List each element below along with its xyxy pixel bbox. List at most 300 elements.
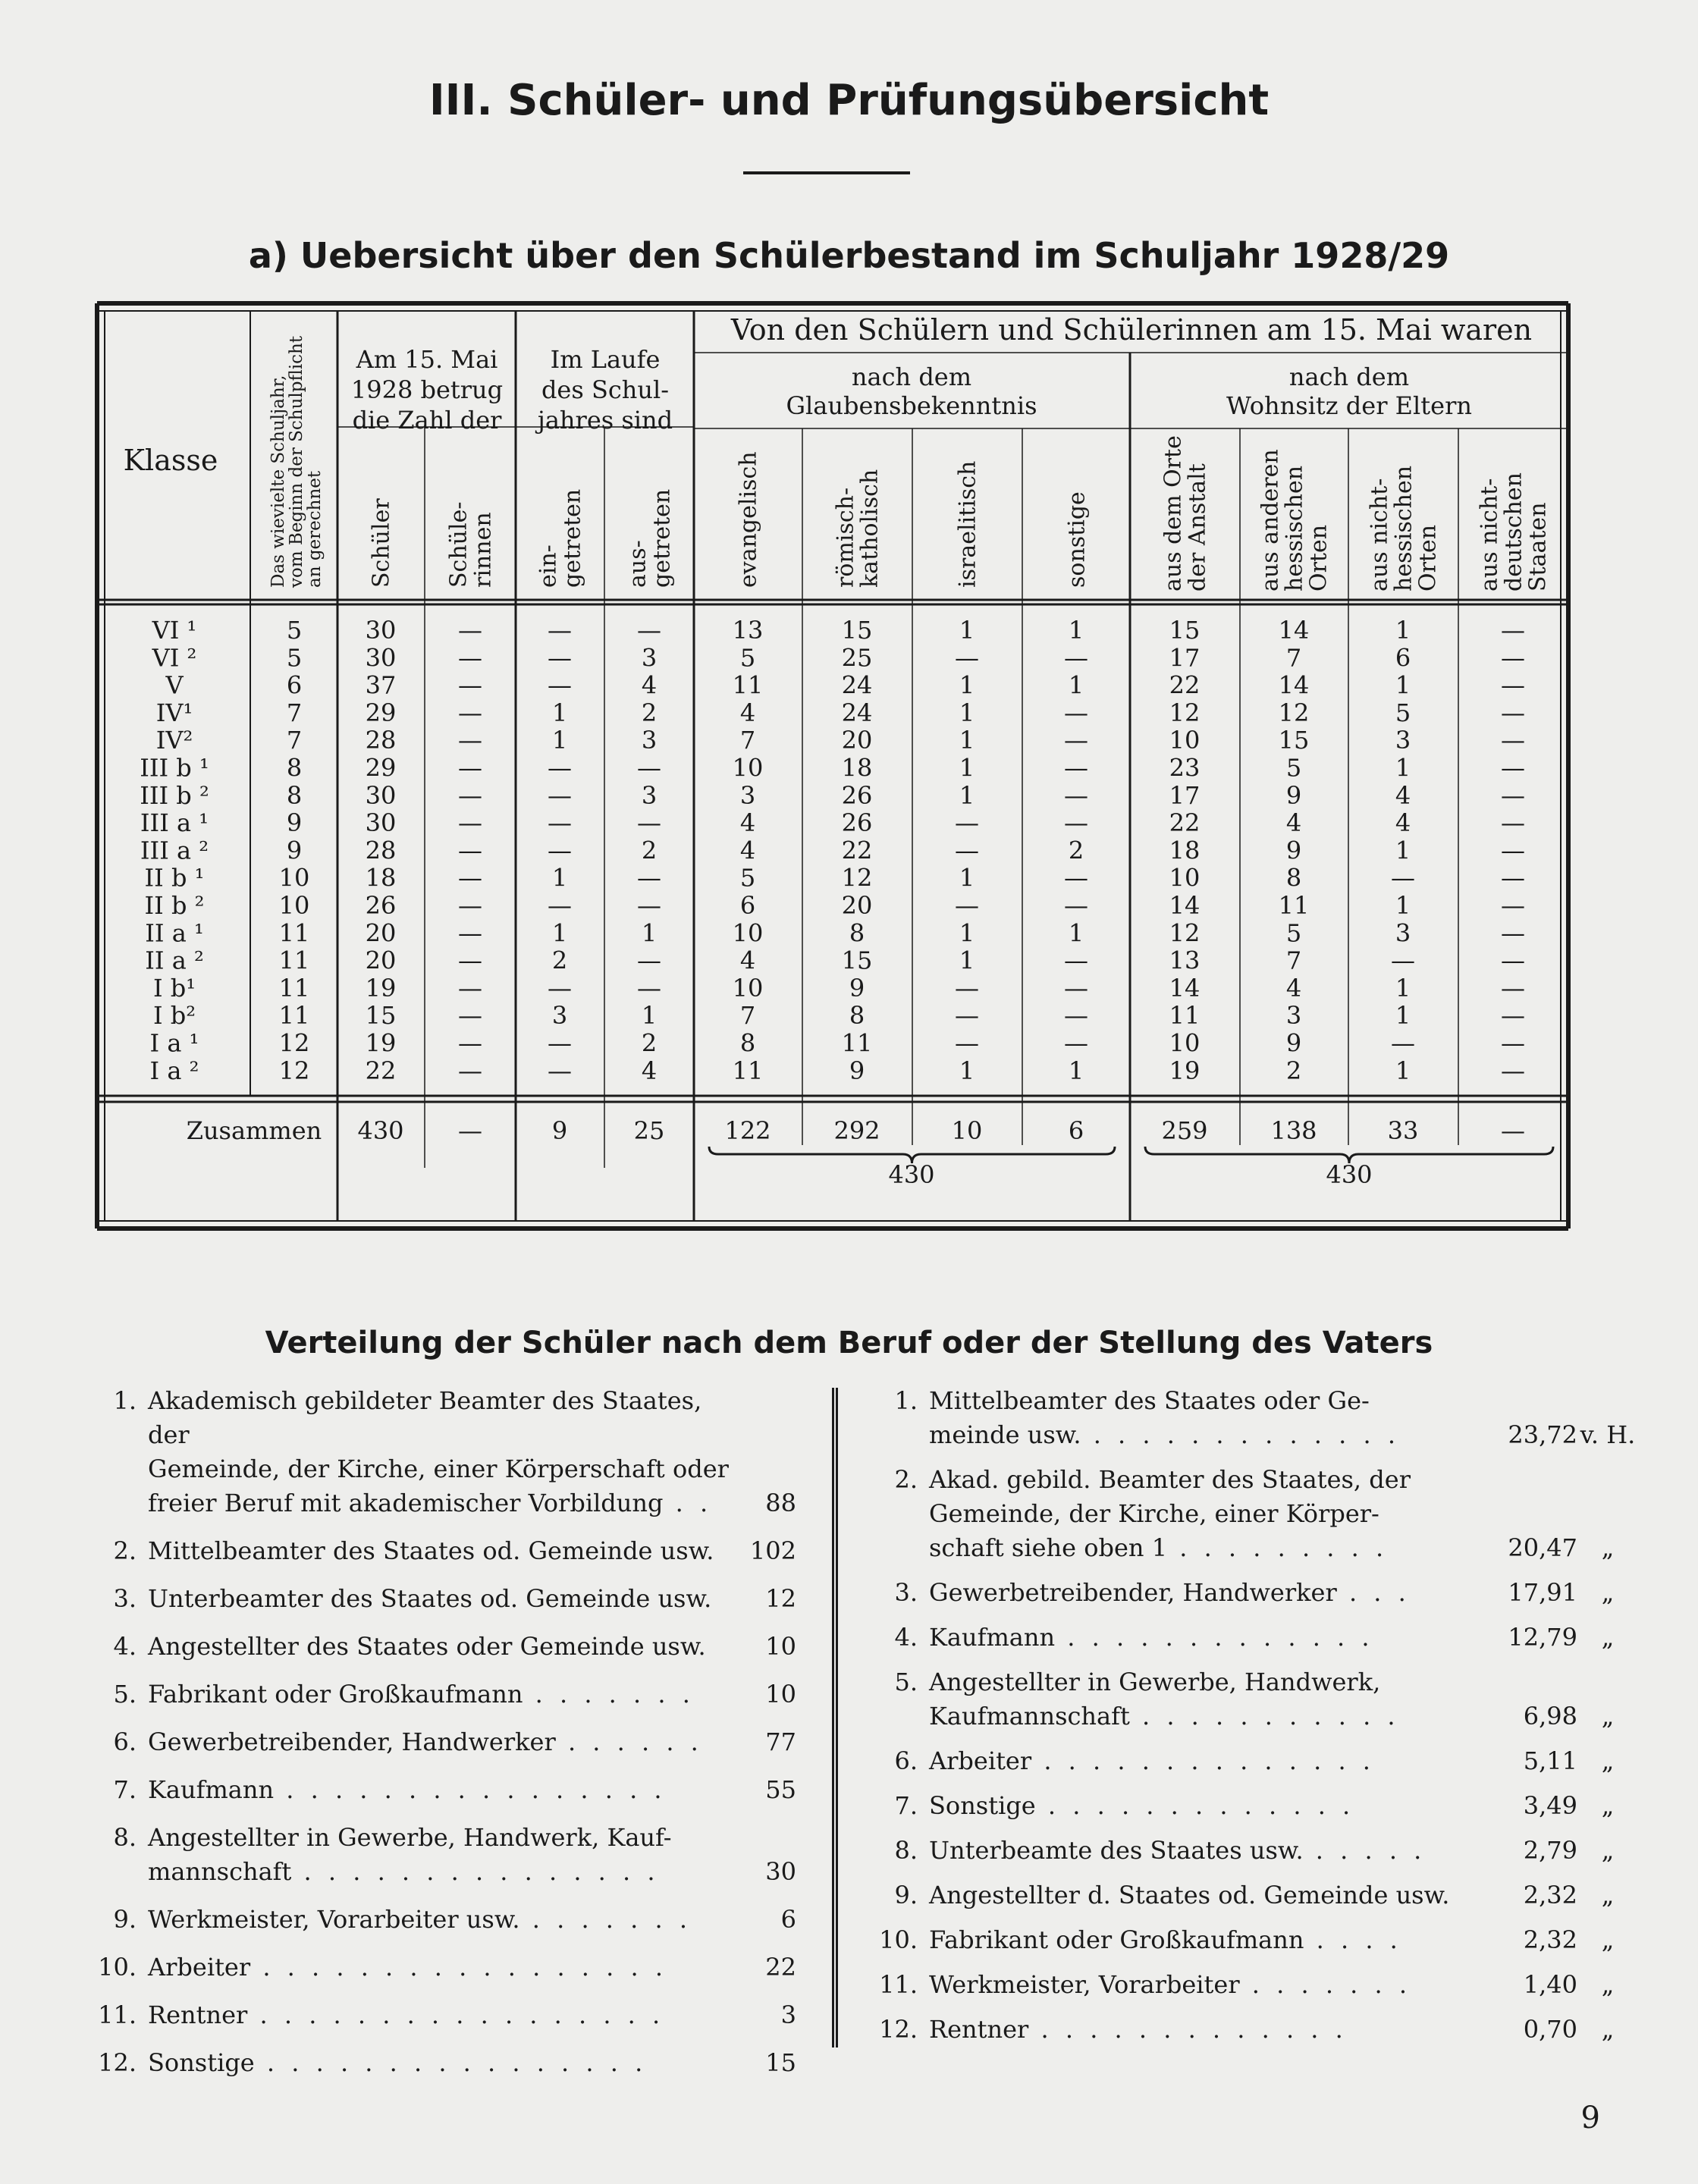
item-number: 8. <box>113 1823 137 1852</box>
schueler-header: Schüler <box>368 498 395 588</box>
table-cell: — <box>458 753 482 783</box>
table-cell: 2 <box>641 836 658 865</box>
beruf-item <box>91 2046 796 2080</box>
table-cell: — <box>1064 1028 1088 1058</box>
glaubens-header: nach dem <box>851 362 972 391</box>
table-cell: — <box>1064 643 1088 673</box>
item-line: Angestellter in Gewerbe, Handwerk, Kauf- <box>148 1823 672 1852</box>
table-cell: 15 <box>1169 616 1201 645</box>
row-label: II b ² <box>144 891 205 920</box>
table-cell: — <box>548 1028 572 1058</box>
leader-dots: . . . . . . . . . . . . . . . . . <box>250 1953 667 1982</box>
leader-dots: . . . . . . . . . . . . . . . . <box>254 2048 648 2077</box>
item-value: 2,79 <box>1523 1836 1577 1865</box>
table-cell: — <box>1064 726 1088 755</box>
table-cell: 12 <box>841 863 873 893</box>
item-line: Werkmeister, Vorarbeiter usw. . . . . . . . <box>148 1905 692 1934</box>
beruf-item <box>91 1821 796 1889</box>
table-cell: 1 <box>1395 670 1411 700</box>
beruf-list-counts <box>91 1384 796 2094</box>
table-cell: 12 <box>278 1056 310 1085</box>
table-cell: 8 <box>849 918 865 948</box>
table-cell: 1 <box>959 753 975 783</box>
table-cell: 10 <box>732 918 764 948</box>
totals-cell: 25 <box>633 1116 665 1145</box>
table-cell: 5 <box>739 643 756 673</box>
item-text <box>929 1923 1486 1957</box>
beruf-item <box>91 1677 796 1712</box>
item-line: Gemeinde, der Kirche, einer Körper- <box>929 1499 1379 1528</box>
item-number: 9. <box>894 1881 918 1909</box>
table-cell: 1 <box>1395 973 1411 1003</box>
table-cell: — <box>458 780 482 810</box>
item-line: Kaufmannschaft . . . . . . . . . . . <box>929 1702 1400 1731</box>
item-unit: „ <box>1601 1925 1615 1954</box>
table-cell: 3 <box>739 780 756 810</box>
nicht-hessisch-header: hessischen <box>1390 465 1417 592</box>
table-cell: — <box>458 726 482 755</box>
item-line: Sonstige . . . . . . . . . . . . . <box>929 1791 1355 1820</box>
beruf-item <box>872 1878 1638 1913</box>
table-cell: 5 <box>1395 698 1411 727</box>
glaubens-sum: 430 <box>888 1160 935 1189</box>
totals-cell: 33 <box>1387 1116 1419 1145</box>
table-cell: 9 <box>286 808 303 838</box>
table-cell: — <box>955 808 979 838</box>
totals-cell: 10 <box>951 1116 983 1145</box>
table-cell: — <box>458 891 482 920</box>
table-cell: 13 <box>1169 946 1201 975</box>
glaubens-header: Glaubensbekenntnis <box>786 391 1037 420</box>
item-line: Akademisch gebildeter Beamter des Staates, der <box>148 1386 702 1449</box>
table-cell: 5 <box>1285 753 1302 783</box>
table-cell: 2 <box>641 698 658 727</box>
table-cell: 3 <box>551 1001 568 1031</box>
beruf-item <box>91 1903 796 1937</box>
item-number: 11. <box>98 2000 137 2029</box>
beruf-item <box>91 1950 796 1985</box>
item-line: Gewerbetreibender, Handwerker . . . <box>929 1578 1411 1607</box>
table-cell: 20 <box>365 946 397 975</box>
table-cell: 7 <box>739 726 756 755</box>
table-cell: 9 <box>849 973 865 1003</box>
beruf-title: Verteilung der Schüler nach dem Beruf oder der Stellung des Vaters <box>265 1326 1433 1360</box>
table-cell: 3 <box>1395 726 1411 755</box>
table-cell: 1 <box>959 780 975 810</box>
table-cell: — <box>1391 863 1415 893</box>
table-cell: 11 <box>278 918 310 948</box>
table-cell: — <box>548 891 572 920</box>
leader-dots: . . . . . . . . . . . . . <box>1081 1420 1400 1449</box>
schuelerinnen-header: Schüle- <box>445 501 472 588</box>
am-15-mai-header: die Zahl der <box>352 406 502 435</box>
row-label: II a ² <box>145 946 204 975</box>
table-cell: 10 <box>732 753 764 783</box>
table-cell: — <box>1501 863 1525 893</box>
table-cell: 4 <box>739 946 756 975</box>
table-cell: — <box>955 891 979 920</box>
table-cell: — <box>548 973 572 1003</box>
page-number: 9 <box>1580 2101 1600 2135</box>
item-line: Fabrikant oder Großkaufmann . . . . . . . <box>148 1680 695 1709</box>
item-value: 2,32 <box>1523 1881 1577 1909</box>
table-cell: 1 <box>1395 616 1411 645</box>
item-unit: „ <box>1601 1533 1615 1562</box>
beruf-item <box>872 1463 1638 1565</box>
item-text <box>929 1968 1486 2002</box>
table-cell: 4 <box>641 670 658 700</box>
table-cell: — <box>548 780 572 810</box>
nicht-deutsch-header: deutschen <box>1500 472 1527 592</box>
item-number: 1. <box>113 1386 137 1415</box>
table-cell: — <box>1064 863 1088 893</box>
table-cell: — <box>955 1001 979 1031</box>
item-number: 12. <box>879 2015 918 2044</box>
totals-cell: 430 <box>357 1116 404 1145</box>
totals-cell: 138 <box>1270 1116 1317 1145</box>
table-cell: 2 <box>1068 836 1084 865</box>
table-cell: — <box>1501 643 1525 673</box>
item-text <box>148 1821 743 1889</box>
beruf-item <box>872 2013 1638 2047</box>
item-number: 3. <box>894 1578 918 1607</box>
table-cell: 1 <box>641 1001 658 1031</box>
item-value: 30 <box>765 1857 796 1886</box>
table-cell: — <box>637 616 661 645</box>
table-cell: — <box>458 918 482 948</box>
table-cell: 1 <box>551 726 568 755</box>
section-a-title: a) Uebersicht über den Schülerbestand im Schuljahr 1928/29 <box>248 235 1450 276</box>
table-cell: 22 <box>365 1056 397 1085</box>
item-line: Kaufmann . . . . . . . . . . . . . <box>929 1623 1374 1652</box>
item-value: 102 <box>749 1536 796 1565</box>
item-value: 12 <box>765 1584 796 1613</box>
item-unit: „ <box>1601 1702 1615 1731</box>
table-cell: — <box>1064 1001 1088 1031</box>
totals-cell: 9 <box>551 1116 568 1145</box>
item-line: Werkmeister, Vorarbeiter . . . . . . . <box>929 1970 1412 1999</box>
page-title: III. Schüler- und Prüfungsübersicht <box>428 76 1270 125</box>
beruf-item <box>872 1968 1638 2002</box>
table-cell: 12 <box>1278 698 1310 727</box>
table-cell: 1 <box>1395 1056 1411 1085</box>
item-value: 55 <box>765 1775 796 1804</box>
table-cell: 1 <box>959 946 975 975</box>
table-cell: 6 <box>1395 643 1411 673</box>
table-cell: — <box>955 643 979 673</box>
item-unit: v. H. <box>1580 1420 1636 1449</box>
table-cell: 28 <box>365 836 397 865</box>
item-value: 22 <box>765 1953 796 1982</box>
ausgetreten-header: getreten <box>648 488 676 588</box>
table-cell: 17 <box>1169 643 1201 673</box>
table-cell: 30 <box>365 808 397 838</box>
item-value: 3 <box>780 2000 796 2029</box>
item-number: 5. <box>894 1668 918 1696</box>
table-cell: 30 <box>365 643 397 673</box>
leader-dots: . . . . . . . . . . . . . . . <box>291 1857 660 1886</box>
item-line: mannschaft . . . . . . . . . . . . . . . <box>148 1857 660 1886</box>
table-cell: 11 <box>732 670 764 700</box>
item-text <box>929 2013 1486 2047</box>
item-text <box>148 1677 743 1712</box>
table-cell: — <box>955 973 979 1003</box>
table-cell: 1 <box>959 1056 975 1085</box>
item-number: 3. <box>113 1584 137 1613</box>
table-cell: 2 <box>1285 1056 1302 1085</box>
andere-hessisch-header: hessischen <box>1281 465 1308 592</box>
nicht-deutsch-header: aus nicht- <box>1476 478 1503 592</box>
item-text <box>148 1725 743 1759</box>
row-label: IV¹ <box>155 698 193 727</box>
totals-cell: — <box>458 1116 482 1145</box>
row-label: VI ¹ <box>152 616 197 645</box>
table-cell: 18 <box>1169 836 1201 865</box>
table-cell: 24 <box>841 698 873 727</box>
israelitisch-header: israelitisch <box>954 460 981 588</box>
table-cell: — <box>458 863 482 893</box>
table-cell: — <box>1501 1028 1525 1058</box>
leader-dots: . . . . . . . . . . . . . <box>1035 1791 1355 1820</box>
table-cell: 1 <box>1068 670 1084 700</box>
table-cell: 4 <box>739 836 756 865</box>
row-label: II a ¹ <box>145 918 204 948</box>
table-cell: 8 <box>739 1028 756 1058</box>
item-line: Angestellter d. Staates od. Gemeinde usw. <box>929 1881 1450 1909</box>
totals-cell: 6 <box>1068 1116 1084 1145</box>
row-label: III b ¹ <box>140 753 209 783</box>
table-cell: 1 <box>1068 616 1084 645</box>
table-cell: — <box>1501 1056 1525 1085</box>
table-cell: — <box>458 808 482 838</box>
am-15-mai-header: Am 15. Mai <box>356 345 498 374</box>
table-cell: 29 <box>365 753 397 783</box>
ausgetreten-header: aus- <box>624 540 651 588</box>
nicht-deutsch-header: Staaten <box>1524 502 1552 592</box>
item-value: 6,98 <box>1523 1702 1577 1731</box>
item-line: Rentner . . . . . . . . . . . . . <box>929 2015 1348 2044</box>
beruf-item <box>872 1621 1638 1655</box>
totals-cell: 122 <box>724 1116 771 1145</box>
item-text <box>148 1630 743 1664</box>
table-cell: 11 <box>278 946 310 975</box>
item-value: 10 <box>765 1632 796 1661</box>
item-line: Rentner . . . . . . . . . . . . . . . . . <box>148 2000 665 2029</box>
beruf-item <box>91 1534 796 1568</box>
item-line: Unterbeamter des Staates od. Gemeinde usw. <box>148 1584 712 1613</box>
schuljahr-header: Das wievielte Schuljahr, <box>268 375 289 588</box>
item-value: 3,49 <box>1523 1791 1577 1820</box>
item-text <box>929 1878 1486 1913</box>
column-divider <box>832 1388 838 2048</box>
item-unit: „ <box>1601 1791 1615 1820</box>
item-number: 2. <box>894 1465 918 1494</box>
item-text <box>148 1903 743 1937</box>
item-line: Angestellter des Staates oder Gemeinde usw. <box>148 1632 706 1661</box>
table-cell: — <box>1501 836 1525 865</box>
item-line: Gemeinde, der Kirche, einer Körperschaft oder <box>148 1454 729 1483</box>
table-cell: 3 <box>641 780 658 810</box>
table-cell: — <box>548 643 572 673</box>
row-label: III a ² <box>140 836 209 865</box>
table-cell: 18 <box>841 753 873 783</box>
table-cell: 30 <box>365 616 397 645</box>
table-cell: — <box>1391 1028 1415 1058</box>
table-cell: 20 <box>841 891 873 920</box>
table-cell: 14 <box>1169 973 1201 1003</box>
item-text <box>929 1576 1486 1610</box>
table-cell: 1 <box>1068 918 1084 948</box>
item-text <box>929 1744 1486 1778</box>
table-cell: — <box>1501 726 1525 755</box>
table-cell: 4 <box>1395 780 1411 810</box>
item-number: 4. <box>113 1632 137 1661</box>
row-label: VI ² <box>152 643 197 673</box>
table-cell: — <box>1064 808 1088 838</box>
table-cell: 1 <box>959 698 975 727</box>
item-number: 4. <box>894 1623 918 1652</box>
item-line: Kaufmann . . . . . . . . . . . . . . . . <box>148 1775 667 1804</box>
table-cell: 22 <box>1169 808 1201 838</box>
table-cell: 4 <box>1285 973 1302 1003</box>
leader-dots: . . . <box>1336 1578 1411 1607</box>
table-cell: 15 <box>365 1001 397 1031</box>
beruf-item <box>872 1384 1638 1452</box>
im-laufe-header: jahres sind <box>537 406 673 435</box>
table-cell: — <box>1064 946 1088 975</box>
table-cell: 10 <box>278 863 310 893</box>
table-cell: 7 <box>1285 643 1302 673</box>
wohnsitz-sum: 430 <box>1326 1160 1373 1189</box>
leader-dots: . . . . . . . . . . . <box>1129 1702 1400 1731</box>
wohnsitz-header: nach dem <box>1288 362 1410 391</box>
table-cell: 26 <box>841 808 873 838</box>
item-value: 77 <box>765 1727 796 1756</box>
table-cell: 20 <box>841 726 873 755</box>
andere-hessisch-header: aus anderen <box>1257 449 1284 592</box>
table-cell: — <box>458 1056 482 1085</box>
beruf-item <box>91 1773 796 1807</box>
leader-dots: . . . . . . . . . . . . . . . . . <box>247 2000 665 2029</box>
table-cell: 23 <box>1169 753 1201 783</box>
table-cell: 24 <box>841 670 873 700</box>
table-cell: 4 <box>739 808 756 838</box>
row-label: II b ¹ <box>144 863 205 893</box>
table-cell: — <box>458 973 482 1003</box>
table-cell: 17 <box>1169 780 1201 810</box>
row-label: III a ¹ <box>140 808 209 838</box>
beruf-item <box>872 1789 1638 1823</box>
table-cell: — <box>1501 1001 1525 1031</box>
eingetreten-header: getreten <box>559 488 586 588</box>
table-cell: 1 <box>551 918 568 948</box>
beruf-item <box>91 1582 796 1616</box>
table-cell: 18 <box>365 863 397 893</box>
table-cell: 14 <box>1278 670 1310 700</box>
table-cell: 11 <box>1169 1001 1201 1031</box>
item-unit: „ <box>1601 1746 1615 1775</box>
table-cell: 19 <box>365 1028 397 1058</box>
sonstige-header: sonstige <box>1063 491 1091 588</box>
andere-hessisch-header: Orten <box>1305 524 1332 592</box>
beruf-item <box>91 1998 796 2032</box>
item-number: 12. <box>98 2048 137 2077</box>
table-cell: 10 <box>1169 726 1201 755</box>
leader-dots: . . . . . . . . . <box>1167 1533 1389 1562</box>
ort-anstalt-header: der Anstalt <box>1184 463 1211 592</box>
item-text <box>148 1582 743 1616</box>
table-cell: 7 <box>1285 946 1302 975</box>
table-cell: 2 <box>551 946 568 975</box>
table-cell: — <box>548 616 572 645</box>
table-cell: — <box>955 1028 979 1058</box>
table-cell: 20 <box>365 918 397 948</box>
item-line: schaft siehe oben 1 . . . . . . . . . <box>929 1533 1389 1562</box>
von-den-header: Von den Schülern und Schülerinnen am 15. Mai waren <box>730 313 1533 347</box>
table-cell: 26 <box>365 891 397 920</box>
item-value: 20,47 <box>1508 1533 1577 1562</box>
item-number: 10. <box>879 1925 918 1954</box>
item-value: 23,72 <box>1508 1420 1577 1449</box>
beruf-list-percent <box>872 1384 1638 2057</box>
table-cell: 3 <box>641 726 658 755</box>
item-value: 1,40 <box>1523 1970 1577 1999</box>
table-cell: 1 <box>641 918 658 948</box>
table-cell: 13 <box>732 616 764 645</box>
row-label: I a ¹ <box>149 1028 199 1058</box>
totals-label: Zusammen <box>186 1116 322 1145</box>
table-cell: — <box>548 836 572 865</box>
item-line: Arbeiter . . . . . . . . . . . . . . . . . <box>148 1953 667 1982</box>
table-cell: — <box>1501 891 1525 920</box>
item-number: 6. <box>113 1727 137 1756</box>
table-cell: 11 <box>1278 891 1310 920</box>
beruf-item <box>872 1834 1638 1868</box>
schuelerinnen-header: rinnen <box>469 512 497 588</box>
table-cell: 2 <box>641 1028 658 1058</box>
table-cell: — <box>458 1001 482 1031</box>
item-line: Mittelbeamter des Staates od. Gemeinde usw. <box>148 1536 714 1565</box>
table-cell: — <box>1064 891 1088 920</box>
row-label: III b ² <box>140 780 209 810</box>
table-cell: 15 <box>841 616 873 645</box>
item-value: 88 <box>765 1489 796 1517</box>
table-cell: 6 <box>739 891 756 920</box>
table-cell: — <box>637 753 661 783</box>
katholisch-header: römisch- <box>832 487 859 588</box>
table-cell: 10 <box>732 973 764 1003</box>
item-line: meinde usw. . . . . . . . . . . . . . <box>929 1420 1400 1449</box>
table-cell: 4 <box>739 698 756 727</box>
table-cell: — <box>1391 946 1415 975</box>
table-cell: 1 <box>1395 891 1411 920</box>
item-text <box>929 1834 1486 1868</box>
item-number: 7. <box>894 1791 918 1820</box>
table-cell: 11 <box>732 1056 764 1085</box>
table-cell: — <box>548 808 572 838</box>
schuljahr-header: an gerechnet <box>305 470 325 588</box>
leader-dots: . . . . . . . . . . . . . <box>1028 2015 1348 2044</box>
table-cell: 1 <box>959 918 975 948</box>
table-cell: 26 <box>841 780 873 810</box>
table-cell: 19 <box>1169 1056 1201 1085</box>
totals-cell: — <box>1501 1116 1525 1145</box>
leader-dots: . . <box>663 1489 713 1517</box>
leader-dots: . . . . . . <box>555 1727 703 1756</box>
table-cell: 1 <box>551 698 568 727</box>
table-cell: 10 <box>278 891 310 920</box>
item-value: 15 <box>765 2048 796 2077</box>
